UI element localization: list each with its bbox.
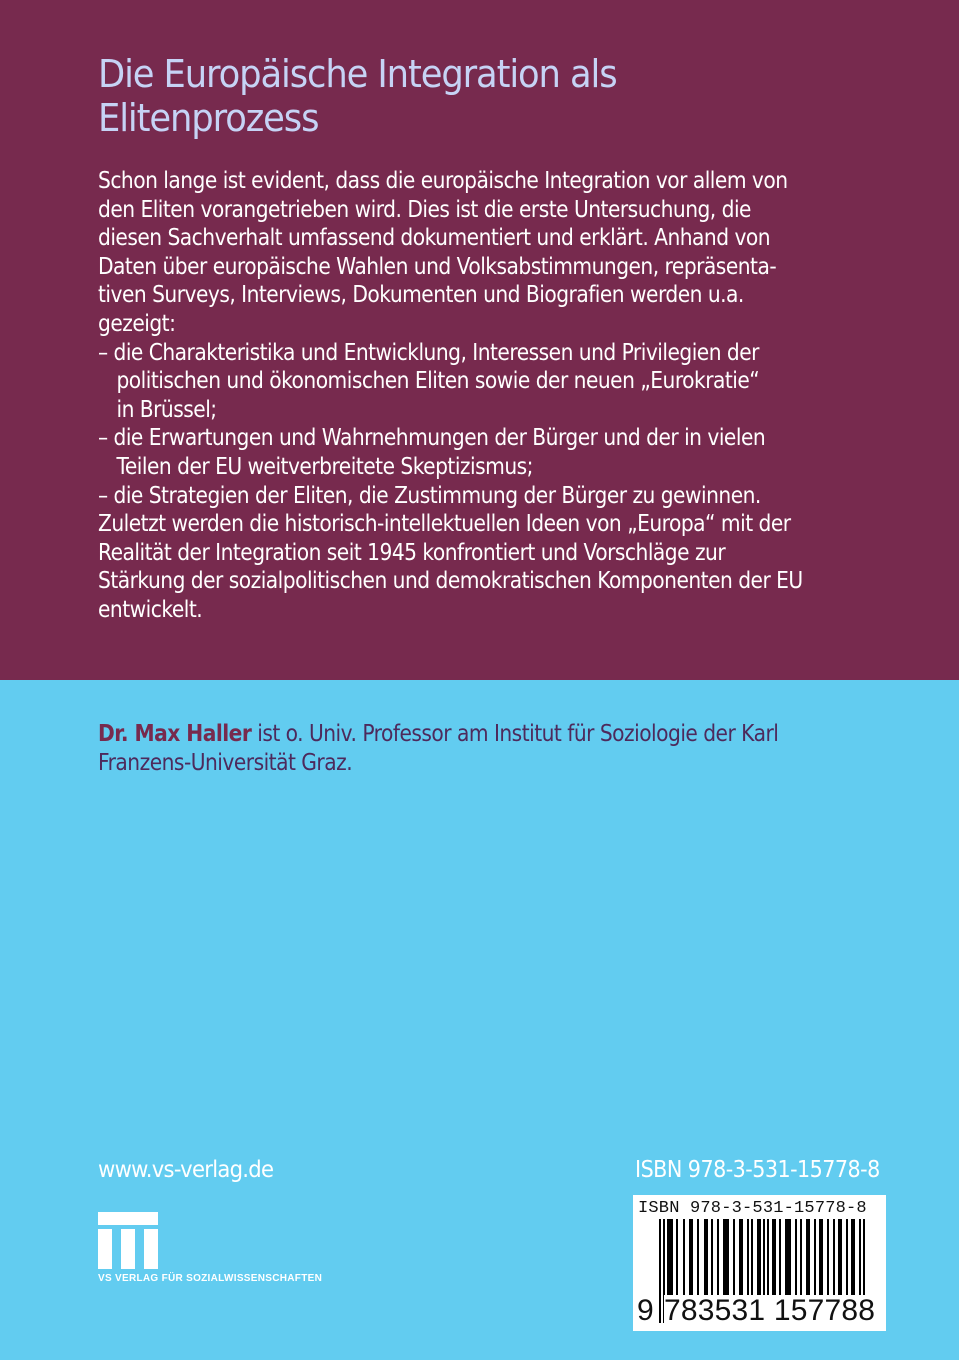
blurb-line: Stärkung der sozialpolitischen und demokratischen Komponenten der EU xyxy=(98,568,803,595)
blurb-line: den Eliten vorangetrieben wird. Dies ist die erste Untersuchung, die xyxy=(98,196,751,223)
blurb-line: gezeigt: xyxy=(98,310,176,337)
title-line-1: Die Europäische Integration als xyxy=(98,52,617,96)
author-bio xyxy=(98,720,872,778)
blurb-bullet-line: – die Erwartungen und Wahrnehmungen der Bürger und der in vielen xyxy=(98,425,766,452)
blurb-line: Schon lange ist evident, dass die europäische Integration vor allem von xyxy=(98,168,788,194)
isbn-barcode xyxy=(633,1195,886,1331)
blurb-bullet-continuation: Teilen der EU weitverbreitete Skeptizismus; xyxy=(116,453,533,480)
publisher-url[interactable]: www.vs-verlag.de xyxy=(98,1157,274,1183)
blurb-line: Realität der Integration seit 1945 konfrontiert und Vorschläge zur xyxy=(98,539,726,566)
blurb-line: Daten über europäische Wahlen und Volksabstimmungen, repräsenta- xyxy=(98,253,777,280)
blurb-line: diesen Sachverhalt umfassend dokumentiert und erklärt. Anhand von xyxy=(98,225,771,252)
barcode-isbn-text: ISBN 978-3-531-15778-8 xyxy=(638,1199,867,1218)
title-line-2: Elitenprozess xyxy=(98,96,319,140)
book-title xyxy=(98,52,842,140)
author-name: Dr. Max Haller xyxy=(98,721,252,747)
blurb-bullet-line: – die Strategien der Eliten, die Zustimmung der Bürger zu gewinnen. xyxy=(98,482,761,509)
blurb-bullet-continuation: politischen und ökonomischen Eliten sowie der neuen „Eurokratie“ xyxy=(116,368,760,395)
blurb-bullet-continuation: in Brüssel; xyxy=(116,396,217,423)
barcode-first-digit: 9 xyxy=(637,1294,654,1327)
author-bio-text: ist o. Univ. Professor am Institut für Soziologie der Karl xyxy=(251,721,779,747)
blurb-bullet-line: – die Charakteristika und Entwicklung, Interessen und Privilegien der xyxy=(98,339,759,366)
author-bio-line-1 xyxy=(98,720,872,749)
isbn-label: ISBN 978-3-531-15778-8 xyxy=(635,1157,880,1183)
blurb-line: entwickelt. xyxy=(98,596,203,623)
blurb-line: Zuletzt werden die historisch-intellektuellen Ideen von „Europa“ mit der xyxy=(98,511,791,538)
publisher-logo-text: VS VERLAG FÜR SOZIALWISSENSCHAFTEN xyxy=(98,1273,323,1284)
vs-verlag-logo-icon xyxy=(98,1212,158,1270)
author-bio-line-2: Franzens-Universität Graz. xyxy=(98,750,353,776)
blurb-line: tiven Surveys, Interviews, Dokumenten und Biografien werden u.a. xyxy=(98,282,744,309)
barcode-digit-groups: 783531 157788 xyxy=(664,1294,876,1327)
book-blurb xyxy=(98,167,855,625)
